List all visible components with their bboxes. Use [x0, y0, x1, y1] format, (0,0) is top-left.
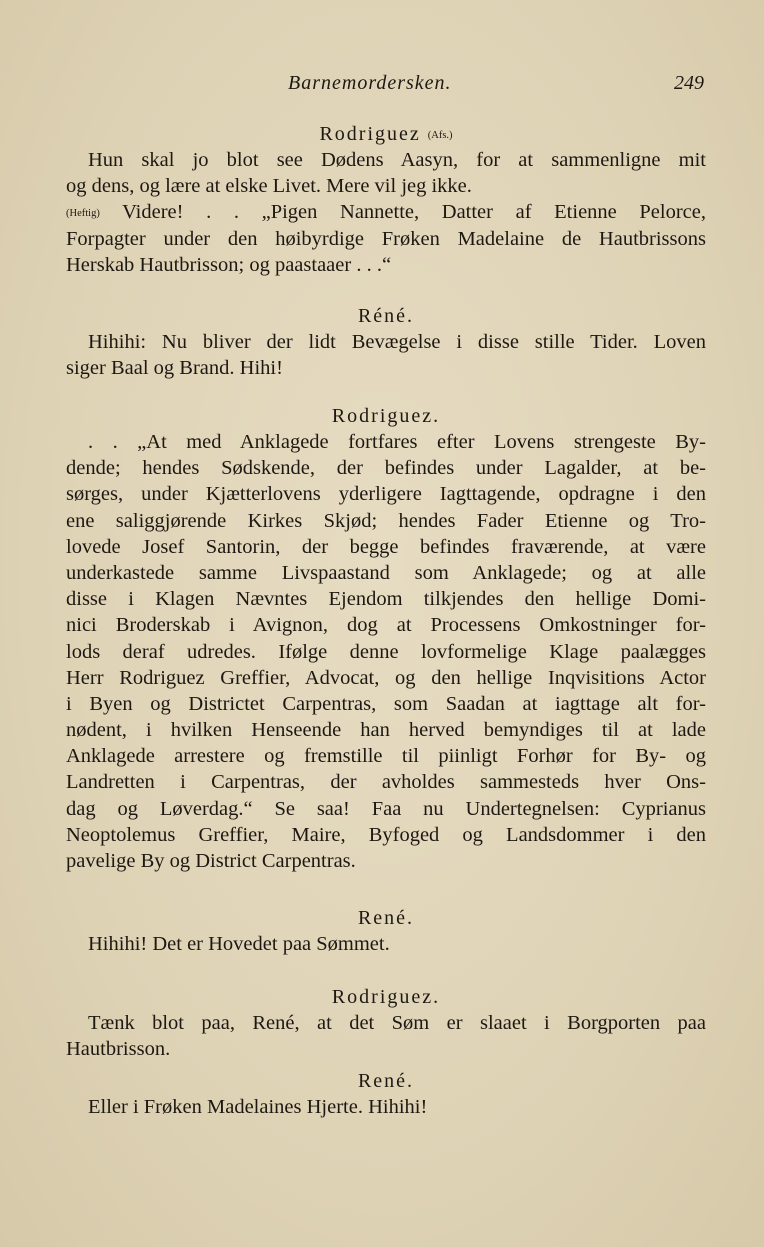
- stage-direction: (Afs.): [427, 130, 453, 141]
- speaker-name: Rodriguez.: [331, 405, 441, 427]
- text-line: (Heftig) Videre! . . „Pigen Nannette, Datter af Etienne Pelorce,: [66, 201, 706, 224]
- speaker-name: Rodriguez (Afs.): [319, 123, 453, 145]
- text-line: Hihihi! Det er Hovedet paa Sømmet.: [88, 933, 390, 955]
- text-line: dende; hendes Sødskende, der befindes under Lagalder, at be-: [66, 457, 706, 480]
- running-head: [66, 72, 706, 100]
- speaker-name: René.: [357, 907, 415, 929]
- text-line: Neoptolemus Greffier, Maire, Byfoged og Landsdommer i den: [66, 823, 706, 846]
- text-line: lods deraf udredes. Ifølge denne lovformelige Klage paalægges: [66, 640, 706, 663]
- speech-block-rene-3: [66, 1068, 706, 1120]
- text-line: siger Baal og Brand. Hihi!: [66, 357, 283, 380]
- text-line: Eller i Frøken Madelaines Hjerte. Hihihi!: [88, 1096, 428, 1118]
- text-line: Hihihi: Nu bliver der lidt Bevægelse i disse stille Tider. Loven: [88, 331, 706, 353]
- stage-direction: (Heftig): [66, 208, 100, 220]
- text-line: . . „At med Anklagede fortfares efter Lovens strengeste By-: [88, 431, 706, 453]
- speaker-name: Rodriguez.: [331, 986, 441, 1008]
- text-line: i Byen og Districtet Carpentras, som Saadan at iagttage alt for-: [66, 692, 706, 715]
- text-line: Anklagede arrestere og fremstille til piinligt Forhør for By- og: [66, 745, 706, 768]
- text-line: lovede Josef Santorin, der begge befindes fraværende, at være: [66, 535, 706, 558]
- text-line: pavelige By og District Carpentras.: [66, 850, 356, 872]
- text-line: Hun skal jo blot see Dødens Aasyn, for at sammenligne mit: [88, 149, 706, 171]
- text-line: sørges, under Kjætterlovens yderligere Iagttagende, opdragne i den: [66, 483, 706, 506]
- text-line: Tænk blot paa, René, at det Søm er slaaet i Borgporten paa: [88, 1012, 706, 1034]
- text-line: ene saliggjørende Kirkes Skjød; hendes Fader Etienne og Tro-: [66, 509, 706, 532]
- speech-block-rene-2: [66, 905, 706, 957]
- text-line: Landretten i Carpentras, der avholdes sammesteds hver Ons-: [66, 771, 706, 794]
- running-title: Barnemordersken.: [288, 72, 452, 94]
- speech-block-rodriguez-3: [66, 984, 706, 1062]
- text-line: nødent, i hvilken Henseende han herved bemyndiges til at lade: [66, 719, 706, 742]
- speaker-name: René.: [357, 1070, 415, 1092]
- text-line: Herr Rodriguez Greffier, Advocat, og den hellige Inqvisitions Actor: [66, 666, 706, 689]
- text-line: disse i Klagen Nævntes Ejendom tilkjendes den hellige Domi-: [66, 588, 706, 611]
- text-line: Herskab Hautbrisson; og paastaaer . . .“: [66, 253, 392, 276]
- speaker-name: Réné.: [357, 305, 415, 327]
- text-line: Hautbrisson.: [66, 1038, 171, 1061]
- text-line: og dens, og lære at elske Livet. Mere vil jeg ikke.: [66, 175, 472, 198]
- speech-block-rodriguez-2: [66, 403, 706, 874]
- text-line: Forpagter under den høibyrdige Frøken Madelaine de Hautbrissons: [66, 227, 706, 250]
- text-line: dag og Løverdag.“ Se saa! Faa nu Undertegnelsen: Cyprianus: [66, 797, 706, 820]
- text-line: underkastede samme Livspaastand som Anklagede; og at alle: [66, 561, 706, 584]
- speech-block-rodriguez-1: [66, 121, 706, 278]
- page-number: 249: [674, 72, 704, 94]
- text-line: nici Broderskab i Avignon, dog at Processens Omkostninger for-: [66, 614, 706, 637]
- speech-block-rene-1: [66, 303, 706, 381]
